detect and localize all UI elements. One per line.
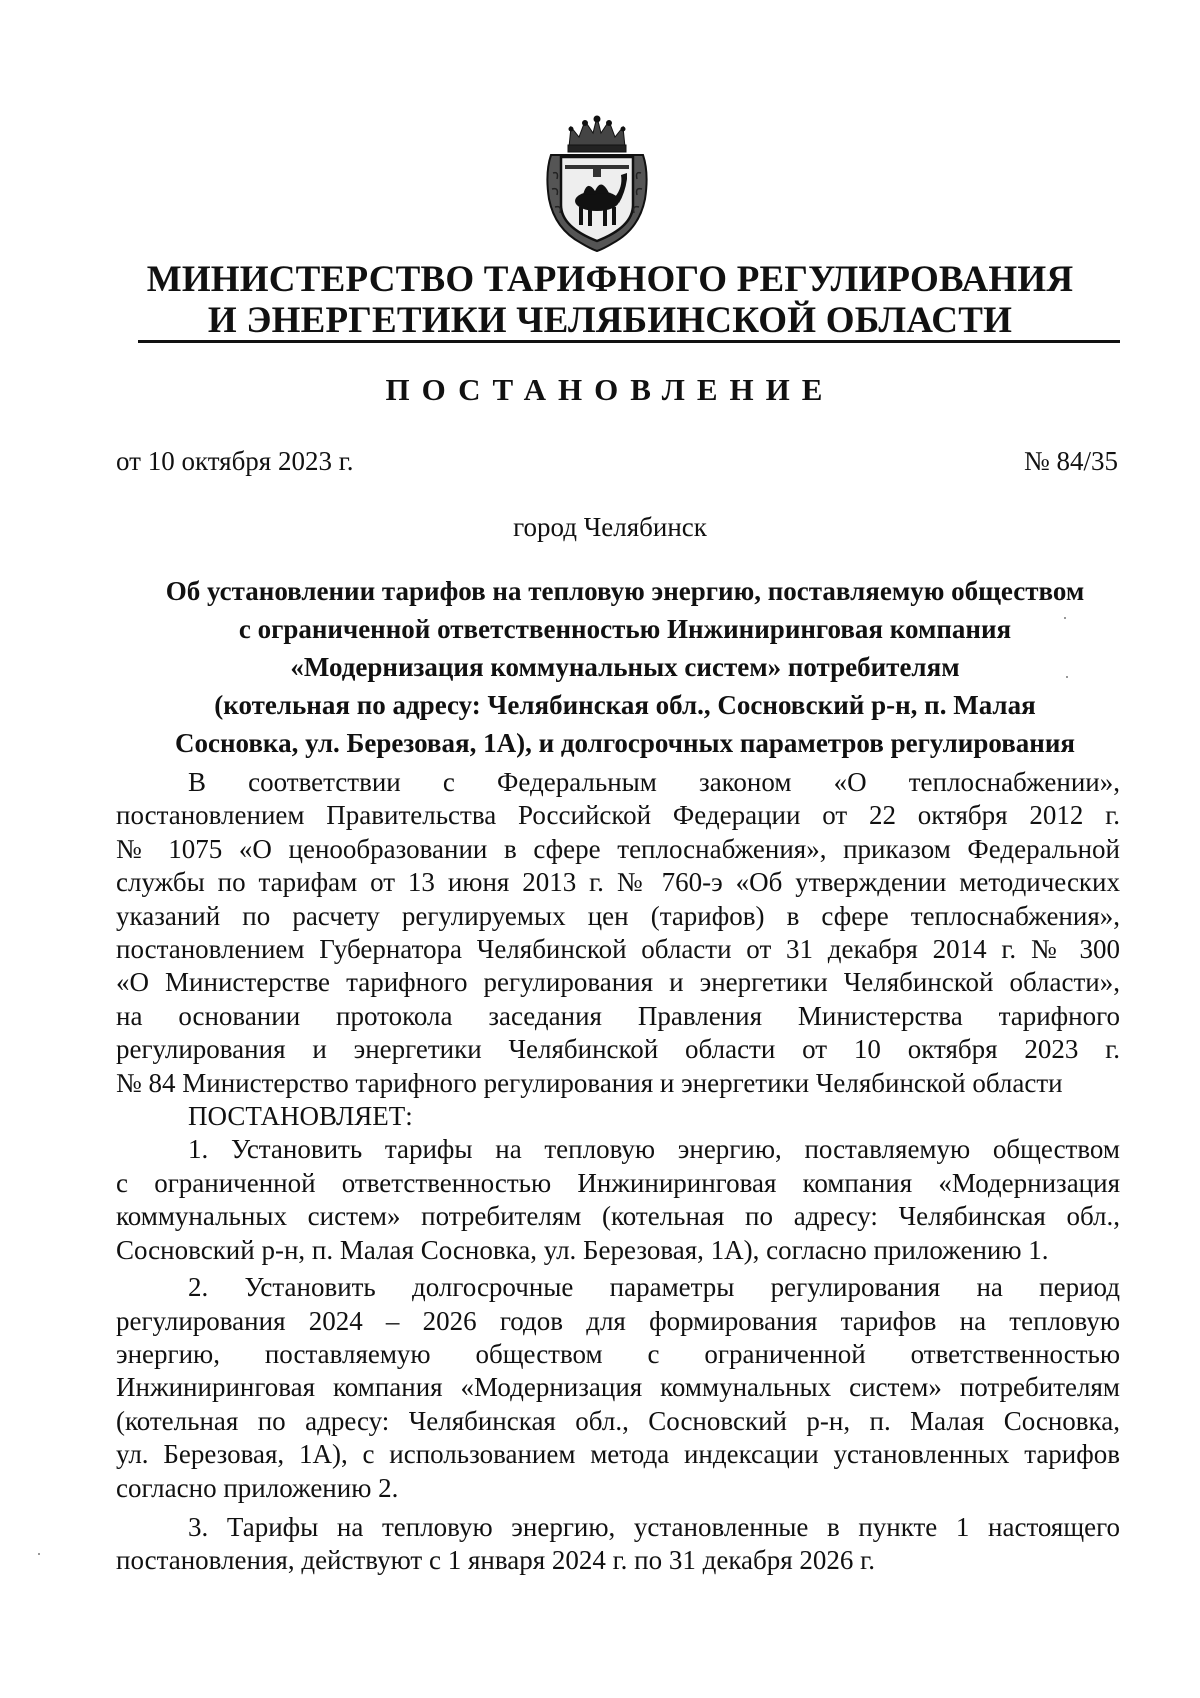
title-line: Об установлении тарифов на тепловую энергию, поставляемую обществом bbox=[165, 576, 1085, 606]
document-date: от 10 октября 2023 г. bbox=[116, 446, 354, 476]
title-line: Сосновка, ул. Березовая, 1А), и долгосрочных параметров регулирования bbox=[174, 728, 1076, 758]
text-line: регулирования 2024 – 2026 годов для формирования тарифов на тепловую bbox=[116, 1305, 1120, 1336]
item-3-paragraph bbox=[116, 1511, 1120, 1578]
text-line: «О Министерстве тарифного регулирования и энергетики Челябинской области», bbox=[116, 967, 1120, 998]
text-line: на основании протокола заседания Правления Министерства тарифного bbox=[116, 1000, 1120, 1031]
text-line: указаний по расчету регулируемых цен (тарифов) в сфере теплоснабжения», bbox=[116, 900, 1120, 931]
text-line: 1. Установить тарифы на тепловую энергию, поставляемую обществом bbox=[188, 1134, 1120, 1165]
text-line: согласно приложению 2. bbox=[116, 1472, 399, 1503]
text-line: В соответствии с Федеральным законом «О теплоснабжении», bbox=[188, 767, 1120, 797]
chelyabinsk-coat-of-arms-icon bbox=[541, 113, 653, 253]
item-2-paragraph bbox=[116, 1271, 1120, 1505]
text-line: коммунальных систем» потребителям (котельная по адресу: Челябинская обл., bbox=[116, 1201, 1120, 1232]
text-line: ул. Березовая, 1А), с использованием метода индексации установленных тарифов bbox=[116, 1439, 1120, 1470]
document-body bbox=[116, 766, 1120, 1578]
text-line: № 84 Министерство тарифного регулирования и энергетики Челябинской области bbox=[116, 1067, 1063, 1098]
title-line: с ограниченной ответственностью Инжиниринговая компания bbox=[238, 614, 1012, 644]
text-line: постановлением Правительства Российской Федерации от 22 октября 2012 г. bbox=[116, 800, 1120, 831]
text-line: № 1075 «О ценообразовании в сфере теплоснабжения», приказом Федеральной bbox=[116, 833, 1120, 864]
text-line: 3. Тарифы на тепловую энергию, установленные в пункте 1 настоящего bbox=[188, 1511, 1120, 1542]
decree-word: ПОСТАНОВЛЯЕТ: bbox=[188, 1101, 413, 1132]
scan-speck bbox=[1064, 617, 1066, 619]
title-line: (котельная по адресу: Челябинская обл., Сосновский р-н, п. Малая bbox=[214, 690, 1036, 720]
text-line: постановлением Губернатора Челябинской области от 31 декабря 2014 г. № 300 bbox=[116, 934, 1120, 965]
text-line: службы по тарифам от 13 июня 2013 г. № 760-э «Об утверждении методических bbox=[116, 867, 1120, 898]
document-city: город Челябинск bbox=[513, 512, 707, 542]
text-line: 2. Установить долгосрочные параметры регулирования на период bbox=[188, 1272, 1120, 1303]
header-divider bbox=[138, 340, 1120, 343]
text-line: энергию, поставляемую обществом с ограниченной ответственностью bbox=[116, 1338, 1120, 1369]
text-line: Инжиниринговая компания «Модернизация коммунальных систем» потребителям bbox=[116, 1372, 1120, 1403]
document-type-heading: ПОСТАНОВЛЕНИЕ bbox=[385, 372, 835, 407]
document-title bbox=[130, 572, 1120, 762]
preamble-paragraph bbox=[116, 766, 1120, 1133]
scan-speck bbox=[1066, 676, 1068, 678]
item-1-paragraph bbox=[116, 1133, 1120, 1267]
title-line: «Модернизация коммунальных систем» потребителям bbox=[290, 652, 960, 682]
text-line: регулирования и энергетики Челябинской области от 10 октября 2023 г. bbox=[116, 1034, 1120, 1065]
text-line: (котельная по адресу: Челябинская обл., Сосновский р-н, п. Малая Сосновка, bbox=[116, 1405, 1120, 1436]
scan-speck bbox=[38, 1553, 40, 1555]
text-line: Сосновский р-н, п. Малая Сосновка, ул. Березовая, 1А), согласно приложению 1. bbox=[116, 1234, 1049, 1265]
ministry-name-line1: МИНИСТЕРСТВО ТАРИФНОГО РЕГУЛИРОВАНИЯ bbox=[146, 259, 1074, 300]
text-line: постановления, действуют с 1 января 2024 г. по 31 декабря 2026 г. bbox=[116, 1545, 875, 1576]
ministry-name-line2: И ЭНЕРГЕТИКИ ЧЕЛЯБИНСКОЙ ОБЛАСТИ bbox=[207, 300, 1013, 341]
text-line: с ограниченной ответственностью Инжиниринговая компания «Модернизация bbox=[116, 1167, 1120, 1198]
document-number: № 84/35 bbox=[1023, 446, 1118, 476]
